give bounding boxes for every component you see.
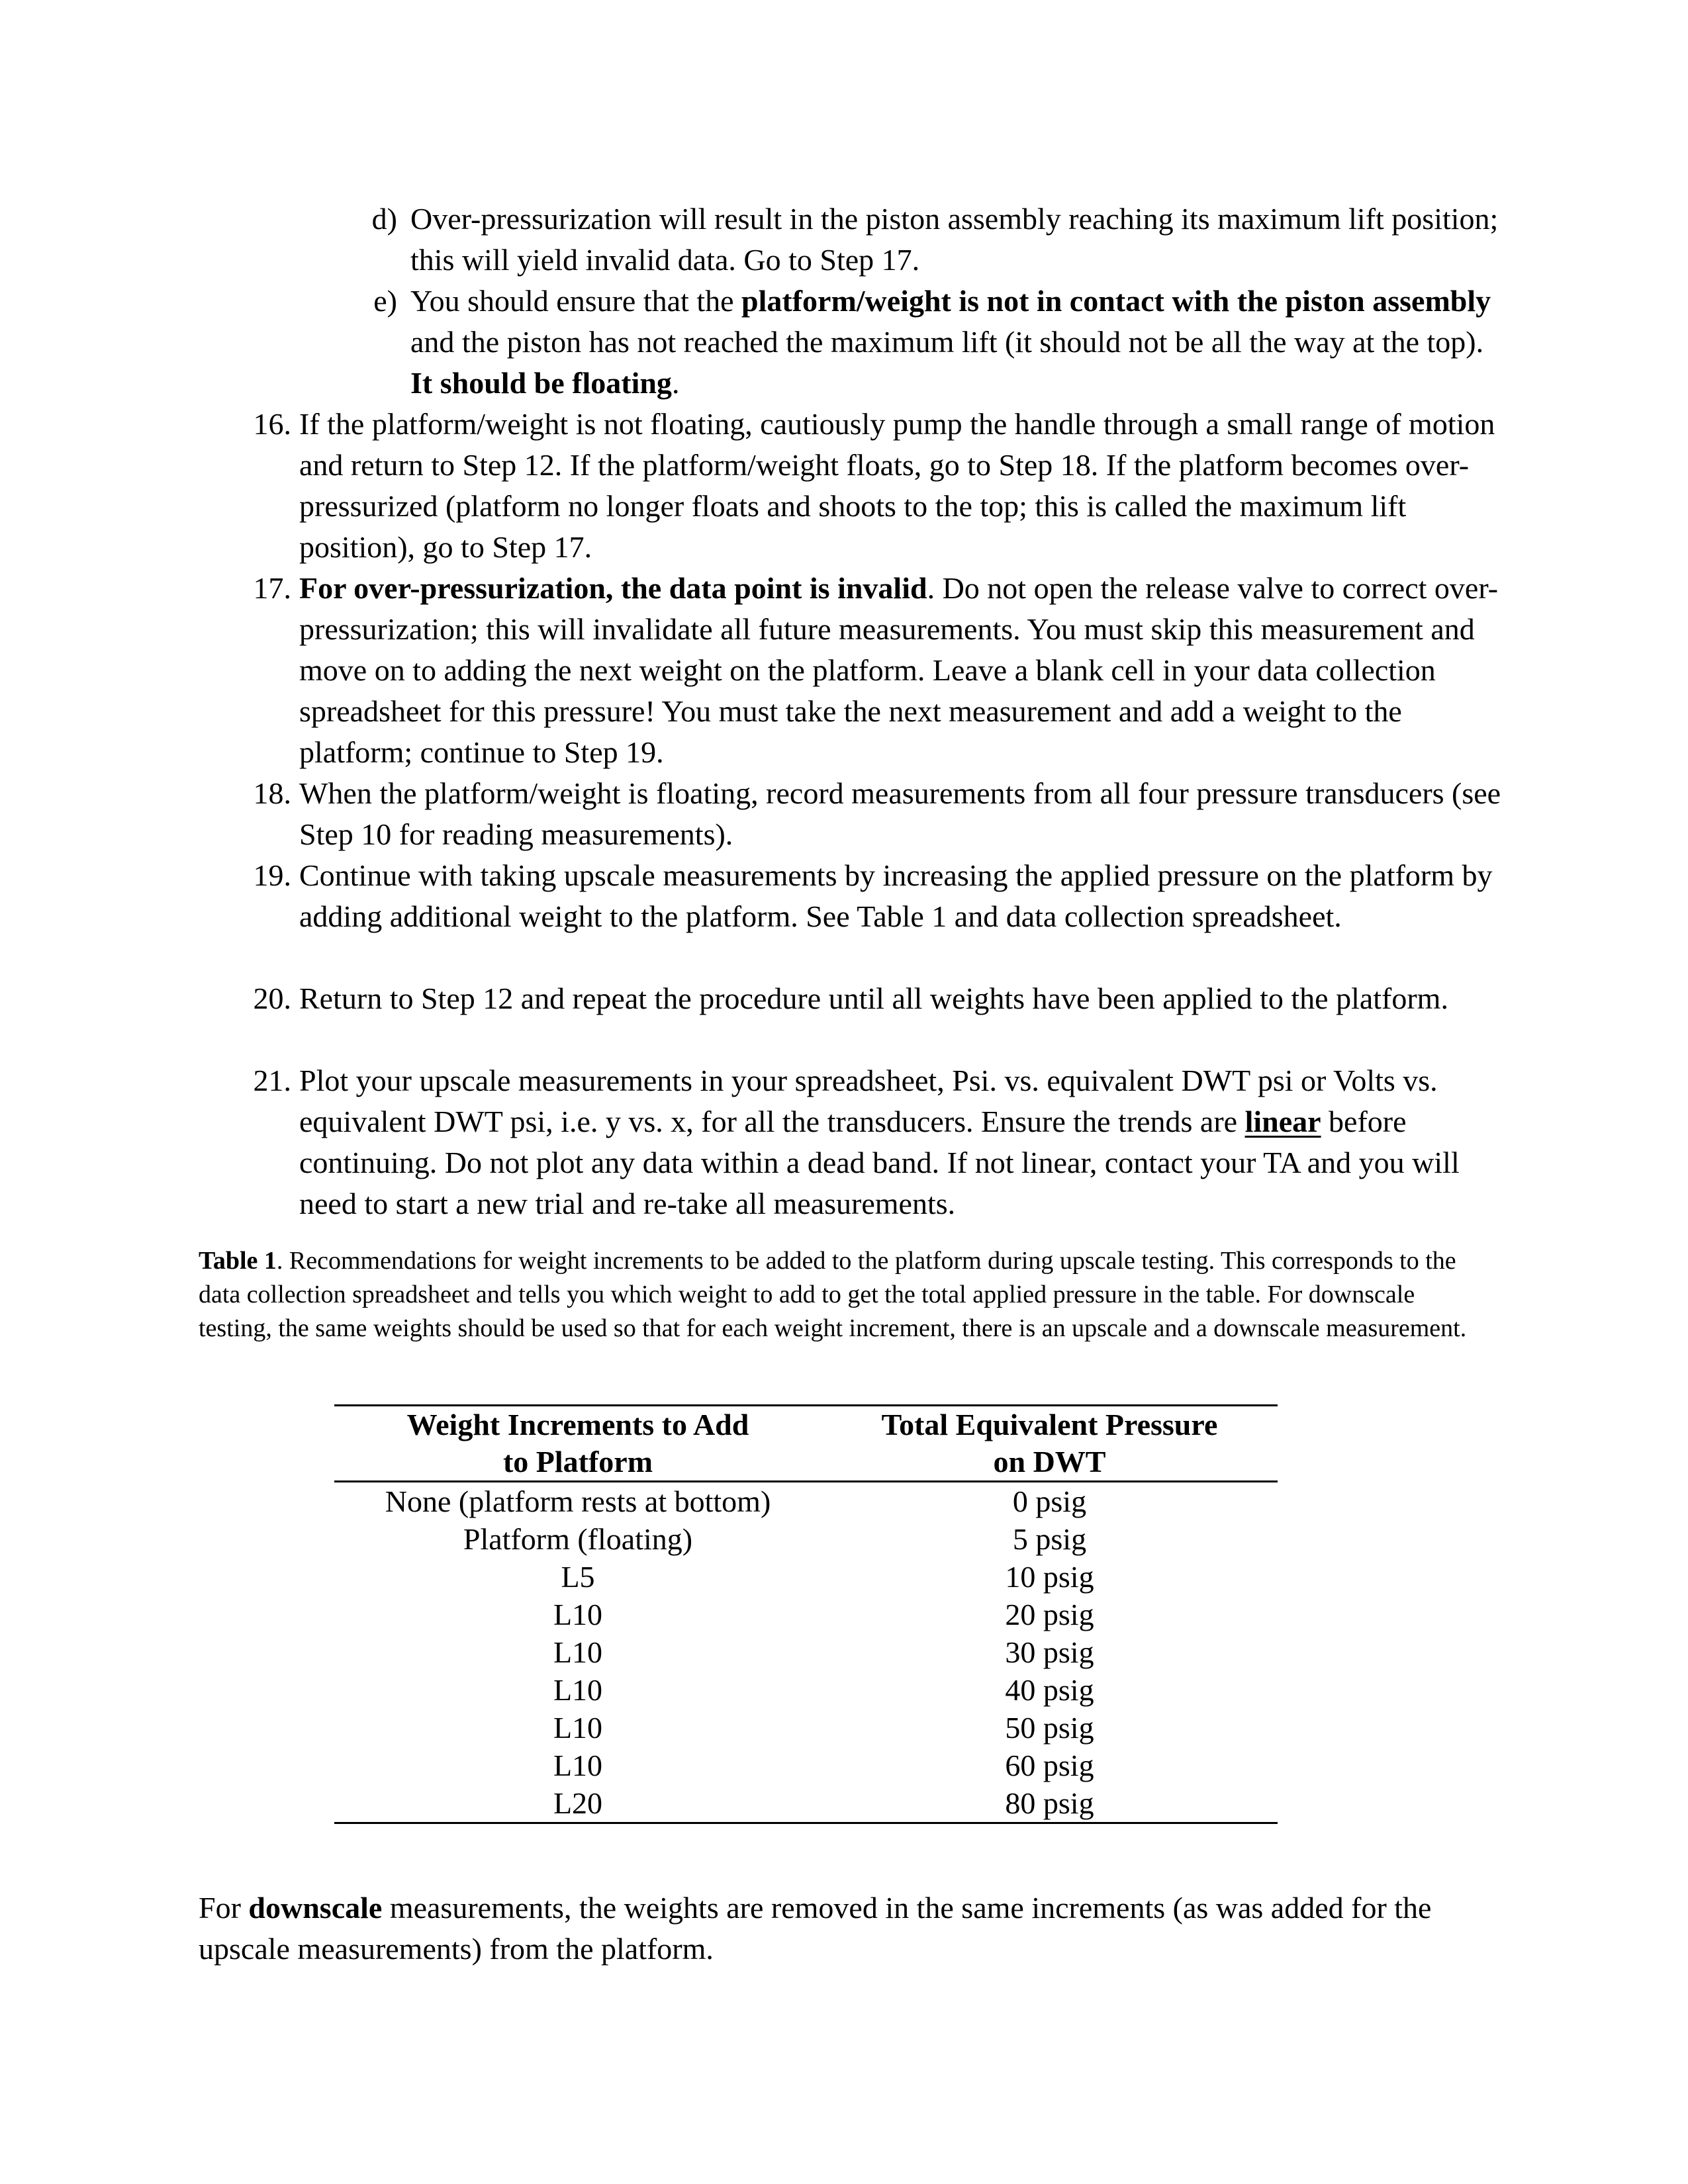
substep-label: e) (373, 284, 397, 318)
pressure-cell: 60 psig (1005, 1749, 1094, 1782)
pressure-cell: 50 psig (1005, 1711, 1094, 1745)
step-number: 18. (253, 776, 291, 810)
table-caption-text: . Recommendations for weight increments to be added to the platform during upscale testing. This corresponds to the data collection spreadsheet and tells you which weight to add to get the total applied pressure in the table. For downscale testing, the same weights should be used so that for each weight increment, there is an upscale and a downscale measurement. (199, 1247, 1467, 1342)
header-total-pressure: Total Equivalent Pressure on DWT (881, 1408, 1218, 1479)
step-20 (215, 978, 1509, 1019)
pressure-cell: 5 psig (1012, 1522, 1087, 1556)
table-row (334, 1633, 1278, 1671)
pressure-cell: 80 psig (1005, 1786, 1094, 1820)
table-row (334, 1482, 1278, 1521)
step-number: 16. (253, 407, 291, 441)
closing-paragraph: For downscale measurements, the weights are removed in the same increments (as was added for the upscale measurements) from the platform. (199, 1891, 1432, 1966)
weight-cell: L20 (553, 1786, 603, 1820)
table-row (334, 1596, 1278, 1633)
step-text: Continue with taking upscale measurements by increasing the applied pressure on the platform by adding additional weight to the platform. See Table 1 and data collection spreadsheet. (299, 858, 1493, 933)
downscale-emphasis: downscale (248, 1891, 383, 1925)
weight-cell: L10 (553, 1749, 603, 1782)
table-row (334, 1747, 1278, 1784)
substep-text: Over-pressurization will result in the piston assembly reaching its maximum lift position; this will yield invalid data. Go to Step 17. (410, 202, 1499, 277)
step-21 (215, 1060, 1509, 1224)
table-row (334, 1784, 1278, 1823)
substep-e (331, 281, 1509, 404)
step-text: Plot your upscale measurements in your spreadsheet, Psi. vs. equivalent DWT psi or Volts vs. equivalent DWT psi, i.e. y vs. x, for all the transducers. Ensure the trends are linear before continuing. Do not plot any data within a dead band. If not linear, contact your TA and you will need to start a new trial and re-take all measurements. (299, 1064, 1460, 1220)
substep-label: d) (371, 202, 397, 236)
substep-d (331, 199, 1509, 281)
step-text: When the platform/weight is floating, record measurements from all four pressure transducers (see Step 10 for reading measurements). (299, 776, 1501, 851)
table-row (334, 1558, 1278, 1596)
pressure-cell: 10 psig (1005, 1560, 1094, 1594)
pressure-cell: 0 psig (1012, 1484, 1087, 1518)
step-number: 20. (253, 981, 291, 1015)
weight-cell: L10 (553, 1673, 603, 1707)
weight-cell: L10 (553, 1635, 603, 1669)
step-19 (215, 855, 1509, 937)
step-16 (215, 404, 1509, 568)
table-header-row (334, 1406, 1278, 1482)
weight-cell: L5 (561, 1560, 595, 1594)
table-caption-label: Table 1 (199, 1247, 277, 1275)
step-number: 21. (253, 1064, 291, 1097)
weight-cell: Platform (floating) (463, 1522, 693, 1556)
pressure-cell: 40 psig (1005, 1673, 1094, 1707)
step-number: 19. (253, 858, 291, 892)
header-weight-increments: Weight Increments to Add to Platform (406, 1408, 749, 1479)
step-18 (215, 773, 1509, 855)
weight-cell: None (platform rests at bottom) (385, 1484, 771, 1518)
pressure-cell: 30 psig (1005, 1635, 1094, 1669)
table-row (334, 1671, 1278, 1709)
table-caption (199, 1244, 1493, 1345)
weight-cell: L10 (553, 1598, 603, 1631)
step-text: Return to Step 12 and repeat the procedure until all weights have been applied to the platform. (299, 981, 1448, 1015)
step-number: 17. (253, 571, 291, 605)
weight-cell: L10 (553, 1711, 603, 1745)
table-row (334, 1709, 1278, 1747)
step-text: For over-pressurization, the data point is invalid. Do not open the release valve to correct over-pressurization; this will invalidate all future measurements. You must skip this measurement and move on to adding the next weight on the platform. Leave a blank cell in your data collection spreadsheet for this pressure! You must take the next measurement and add a weight to the platform; continue to Step 19. (299, 571, 1499, 769)
weight-increments-table (334, 1404, 1278, 1824)
pressure-cell: 20 psig (1005, 1598, 1094, 1631)
step-text: If the platform/weight is not floating, cautiously pump the handle through a small range of motion and return to Step 12. If the platform/weight floats, go to Step 18. If the platform becomes over-pressurized (platform no longer floats and shoots to the top; this is called the maximum lift position), go to Step 17. (299, 407, 1495, 564)
table-row (334, 1520, 1278, 1558)
step-17 (215, 568, 1509, 773)
substep-text: You should ensure that the platform/weight is not in contact with the piston assembly and the piston has not reached the maximum lift (it should not be all the way at the top). It should be floating. (410, 284, 1491, 400)
